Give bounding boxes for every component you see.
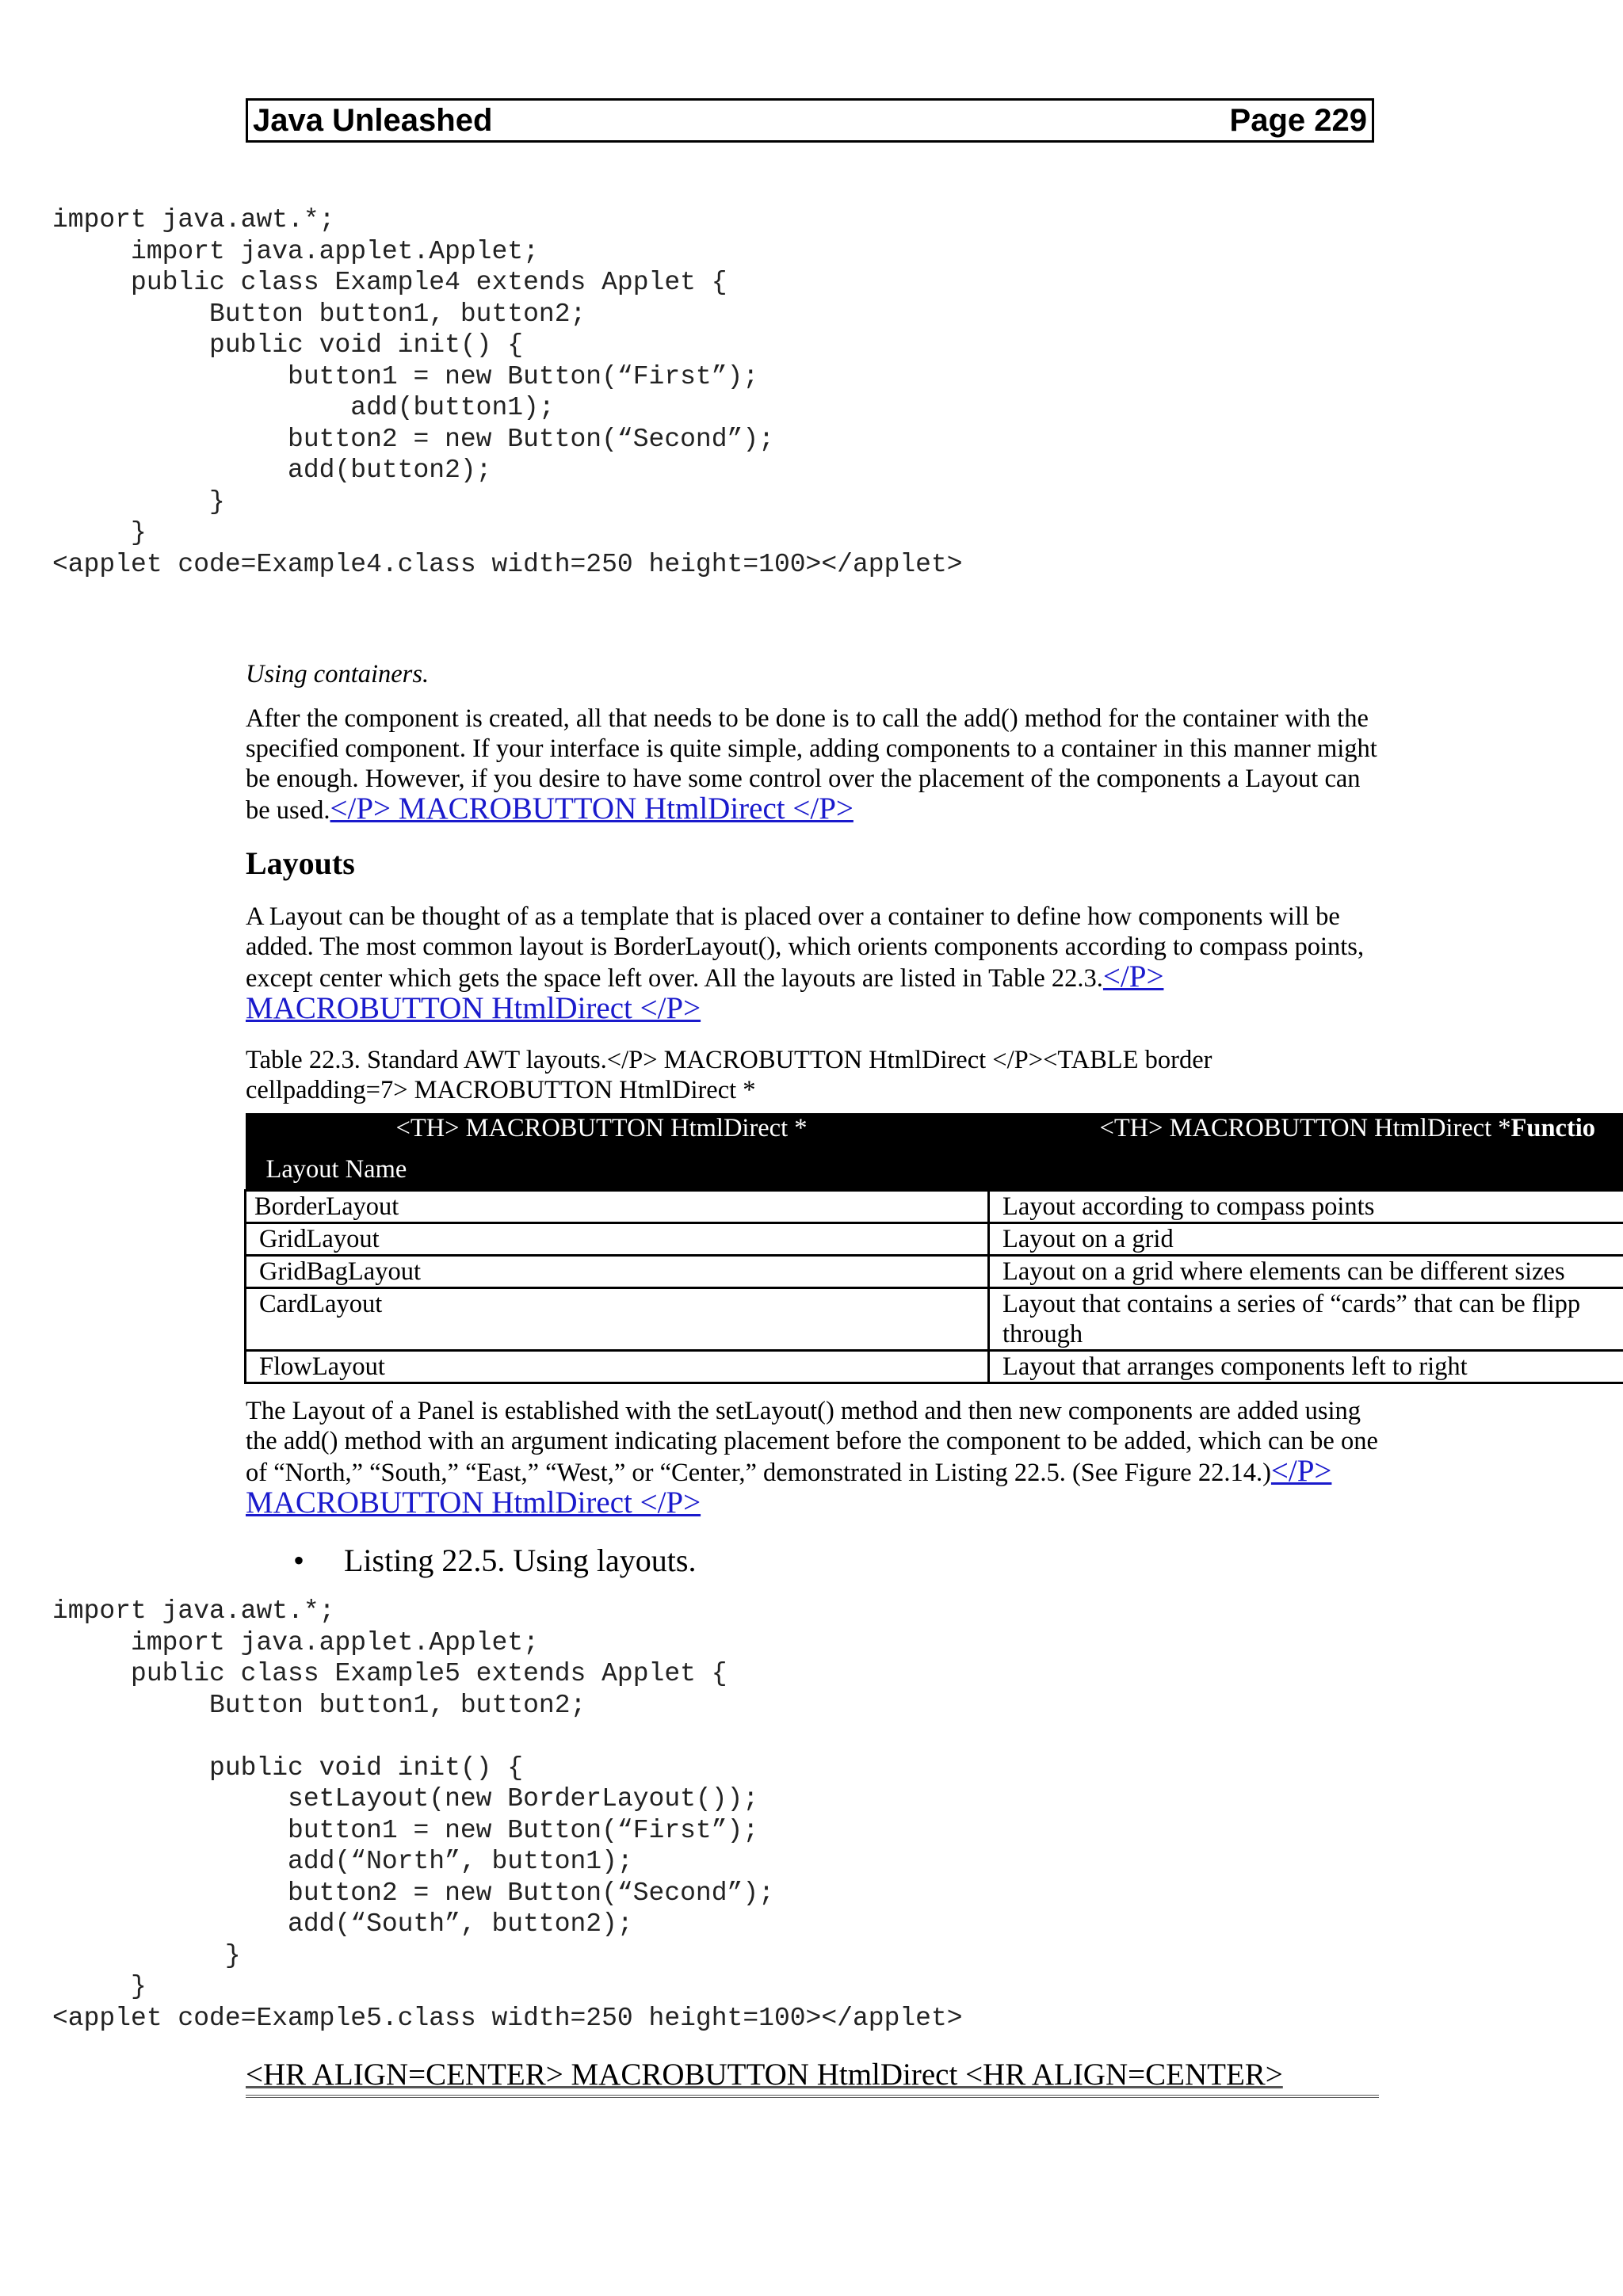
table-row (246, 1191, 1623, 1223)
layout-function-cell: Layout according to compass points (989, 1191, 1623, 1223)
code-listing-example4: import java.awt.*; import java.applet.Applet; public class Example4 extends Applet { Button button1, button2; public void init() { button1 = new Button(“First”); add(button1); button2 = new Button(“Second”); add(button2); } } <applet code=Example4.class width=250 height=100></applet> (52, 205, 963, 579)
layout-function-cell: Layout that contains a series of “cards” that can be flipp through (989, 1288, 1623, 1351)
table-row (246, 1351, 1623, 1383)
layout-name-cell: GridBagLayout (246, 1256, 989, 1288)
book-title: Java Unleashed (253, 102, 493, 138)
macrobutton-link[interactable]: </P> MACROBUTTON HtmlDirect </P> (330, 791, 854, 826)
paragraph-panel-layout (246, 1396, 1379, 1520)
header-macro-text: <TH> MACROBUTTON HtmlDirect * (395, 1114, 808, 1142)
header-label: Functio (1510, 1114, 1596, 1142)
section-title: Layouts (246, 845, 355, 881)
paragraph-layouts (246, 902, 1379, 1025)
layouts-table (244, 1113, 1623, 1384)
macrobutton-link[interactable]: </P> MACROBUTTON HtmlDirect </P> (246, 1454, 1332, 1520)
listing-bullet (293, 1542, 696, 1580)
figure-caption: Using containers. (246, 660, 430, 688)
layout-name-cell: FlowLayout (246, 1351, 989, 1383)
listing-title: Listing 22.5. Using layouts. (344, 1543, 697, 1578)
header-macro-text: <TH> MACROBUTTON HtmlDirect *Functio (1099, 1114, 1596, 1142)
macrobutton-link[interactable]: </P> MACROBUTTON HtmlDirect </P> (246, 959, 1164, 1025)
layout-name-cell: BorderLayout (246, 1191, 989, 1223)
bullet-icon: • (293, 1543, 305, 1578)
layout-name-cell: GridLayout (246, 1223, 989, 1256)
layout-function-cell: Layout that arranges components left to right (989, 1351, 1623, 1383)
table-header-function (989, 1113, 1623, 1191)
code-listing-example5: import java.awt.*; import java.applet.Applet; public class Example5 extends Applet { Button button1, button2; public void init() { setLayout(new BorderLayout()); button1 = new Button(“First”); add(“North”, button1); button2 = new Button(“Second”); add(“South”, button2); } } <applet code=Example5.class width=250 height=100></applet> (52, 1596, 963, 2033)
header-label: Layout Name (265, 1155, 407, 1184)
table-row (246, 1256, 1623, 1288)
paragraph-containers (246, 704, 1379, 826)
paragraph-text: The Layout of a Panel is established with the setLayout() method and then new components are added using the add() method with an argument indicating placement before the component to be added, which can be one of “North,” “South,” “East,” “West,” or “Center,” demonstrated in Listing 22.5. (See Figure 22.14.) (246, 1397, 1378, 1487)
table-row (246, 1223, 1623, 1256)
page-header (246, 98, 1374, 143)
page-number: Page 229 (1229, 102, 1367, 138)
layout-name-cell: CardLayout (246, 1288, 989, 1351)
table-row (246, 1288, 1623, 1351)
paragraph-text: After the component is created, all that needs to be done is to call the add() method for the container with the specified component. If your interface is quite simple, adding components to a container in this manner might be enough. However, if you desire to have some control over the placement of the components a Layout can be used. (246, 704, 1377, 825)
layout-function-cell: Layout on a grid (989, 1223, 1623, 1256)
table-header-name (246, 1113, 989, 1191)
table-header-row (246, 1113, 1623, 1191)
paragraph-text: A Layout can be thought of as a template that is placed over a container to define how components will be added. The most common layout is BorderLayout(), which orients components according to compass points, except center which gets the space left over. All the layouts are listed in Table 22.3. (246, 902, 1365, 993)
layout-function-cell: Layout on a grid where elements can be different sizes (989, 1256, 1623, 1288)
table-caption: Table 22.3. Standard AWT layouts.</P> MACROBUTTON HtmlDirect </P><TABLE border cellpadding=7> MACROBUTTON HtmlDirect * (246, 1046, 1212, 1104)
hr-macro-line: <HR ALIGN=CENTER> MACROBUTTON HtmlDirect <HR ALIGN=CENTER> (246, 2055, 1379, 2098)
